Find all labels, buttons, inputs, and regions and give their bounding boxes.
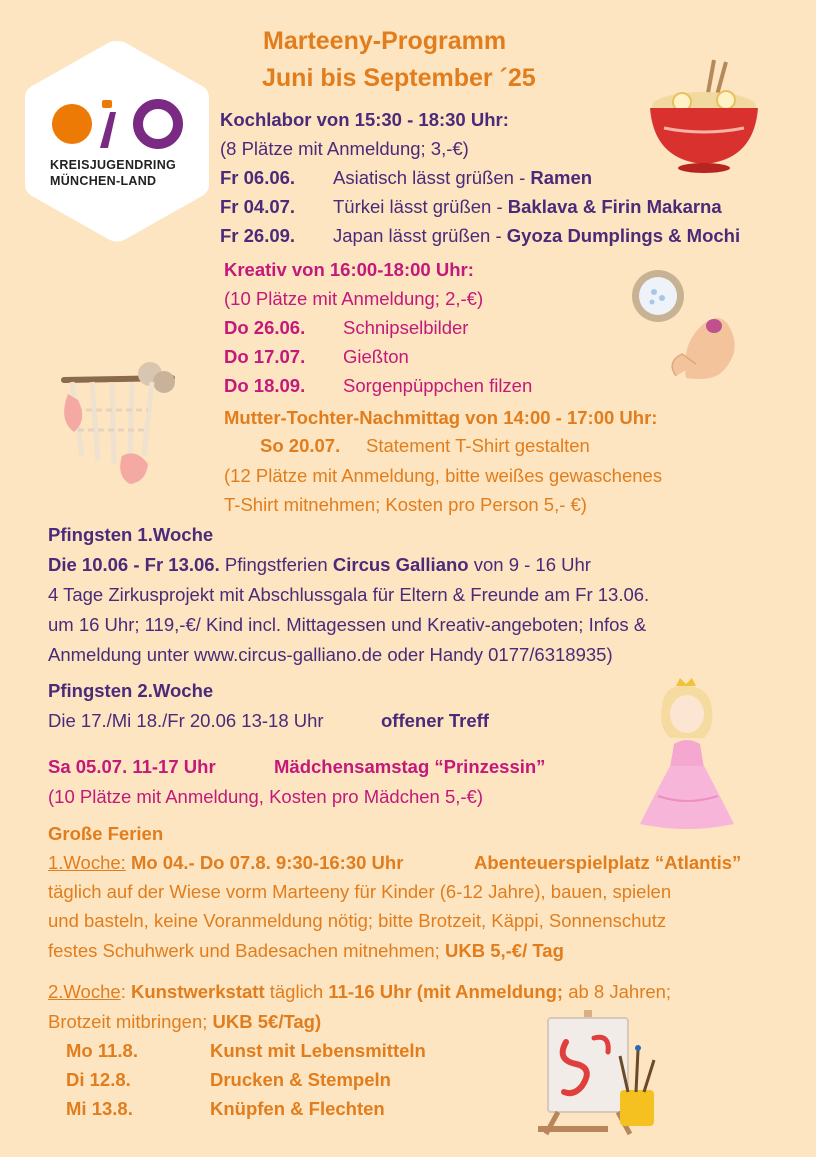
pfingsten1-line3: um 16 Uhr; 119,-€/ Kind incl. Mittagessen und Kreativ-angeboten; Infos &: [48, 614, 647, 635]
kreativ-item-2: Gießton: [343, 346, 409, 367]
pfingsten1-line1: Die 10.06 - Fr 13.06. Pfingstferien Circus Galliano von 9 - 16 Uhr: [48, 554, 591, 575]
ferien-item-3: Knüpfen & Flechten: [210, 1098, 385, 1119]
princess-icon: [634, 676, 740, 830]
kreativ-item-1: Schnipselbilder: [343, 317, 469, 338]
mutter-tochter-note-1: (12 Plätze mit Anmeldung, bitte weißes gewaschenes: [224, 465, 663, 486]
ferien-heading: Große Ferien: [48, 823, 164, 844]
page-subtitle: Juni bis September ´25: [262, 64, 536, 92]
kreativ-heading: Kreativ von 16:00-18:00 Uhr:: [224, 259, 474, 280]
kreativ-item-3: Sorgenpüppchen filzen: [343, 375, 533, 396]
pfingsten2-line: Die 17./Mi 18./Fr 20.06 13-18 Uhr: [48, 710, 324, 731]
kochlabor-heading: Kochlabor von 15:30 - 18:30 Uhr:: [220, 109, 509, 130]
mutter-tochter-note-2: T-Shirt mitnehmen; Kosten pro Person 5,- €): [224, 494, 587, 515]
clay-hands-icon: [626, 266, 748, 386]
ferien-item-2: Drucken & Stempeln: [210, 1069, 391, 1090]
kochlabor-item-2: Türkei lässt grüßen - Baklava & Firin Makarna: [333, 196, 722, 217]
pfingsten1-line2: 4 Tage Zirkusprojekt mit Abschlussgala für Eltern & Freunde am Fr 13.06.: [48, 584, 650, 605]
pfingsten1-line4: Anmeldung unter www.circus-galliano.de oder Handy 0177/6318935): [48, 644, 613, 665]
pfingsten1-heading: Pfingsten 1.Woche: [48, 524, 214, 545]
ferien-date-3: Mi 13.8.: [66, 1098, 133, 1119]
logo-line1: KREISJUGENDRING: [50, 158, 177, 172]
ferien-week1-title: Abenteuerspielplatz “Atlantis”: [474, 852, 742, 873]
mutter-tochter-heading: Mutter-Tochter-Nachmittag von 14:00 - 17:00 Uhr:: [224, 407, 658, 428]
kreativ-date-1: Do 26.06.: [224, 317, 306, 338]
kochlabor-date-1: Fr 06.06.: [220, 167, 296, 188]
kochlabor-date-3: Fr 26.09.: [220, 225, 296, 246]
page-title: Marteeny-Programm: [263, 27, 507, 55]
kochlabor-item-1: Asiatisch lässt grüßen - Ramen: [333, 167, 593, 188]
kreativ-date-3: Do 18.09.: [224, 375, 306, 396]
ferien-week1-line2: täglich auf der Wiese vorm Marteeny für Kinder (6-12 Jahre), bauen, spielen: [48, 881, 672, 902]
ferien-week1-line1: 1.Woche: Mo 04.- Do 07.8. 9:30-16:30 Uhr: [48, 852, 404, 873]
mutter-tochter-text: Statement T-Shirt gestalten: [366, 435, 590, 456]
kochlabor-date-2: Fr 04.07.: [220, 196, 296, 217]
ferien-week2-line2: Brotzeit mitbringen; UKB 5€/Tag): [48, 1011, 322, 1032]
kochlabor-note: (8 Plätze mit Anmeldung; 3,-€): [220, 138, 469, 159]
maedchen-title: Mädchensamstag “Prinzessin”: [274, 756, 546, 777]
mutter-tochter-date: So 20.07.: [260, 435, 341, 456]
maedchen-date: Sa 05.07. 11-17 Uhr: [48, 756, 216, 777]
ferien-week1-line3: und basteln, keine Voranmeldung nötig; bitte Brotzeit, Käppi, Sonnenschutz: [48, 910, 667, 931]
easel-icon: [536, 1008, 666, 1138]
ferien-week2-line1: 2.Woche: Kunstwerkstatt täglich 11-16 Uhr (mit Anmeldung; ab 8 Jahren;: [48, 981, 672, 1002]
kjr-logo: [22, 38, 212, 244]
macrame-icon: [52, 360, 186, 490]
ferien-item-1: Kunst mit Lebensmitteln: [210, 1040, 426, 1061]
ferien-date-1: Mo 11.8.: [66, 1040, 138, 1061]
maedchen-note: (10 Plätze mit Anmeldung, Kosten pro Mädchen 5,-€): [48, 786, 483, 807]
ferien-week1-line4: festes Schuhwerk und Badesachen mitnehmen; UKB 5,-€/ Tag: [48, 940, 564, 961]
pfingsten2-heading: Pfingsten 2.Woche: [48, 680, 214, 701]
ramen-bowl-icon: [644, 56, 764, 174]
pfingsten2-offener-treff: offener Treff: [381, 710, 489, 731]
logo-line2: MÜNCHEN-LAND: [50, 174, 157, 188]
kreativ-date-2: Do 17.07.: [224, 346, 306, 367]
kochlabor-item-3: Japan lässt grüßen - Gyoza Dumplings & Mochi: [333, 225, 741, 246]
ojo-logo-icon: [50, 98, 190, 150]
ferien-date-2: Di 12.8.: [66, 1069, 131, 1090]
kreativ-note: (10 Plätze mit Anmeldung; 2,-€): [224, 288, 484, 309]
